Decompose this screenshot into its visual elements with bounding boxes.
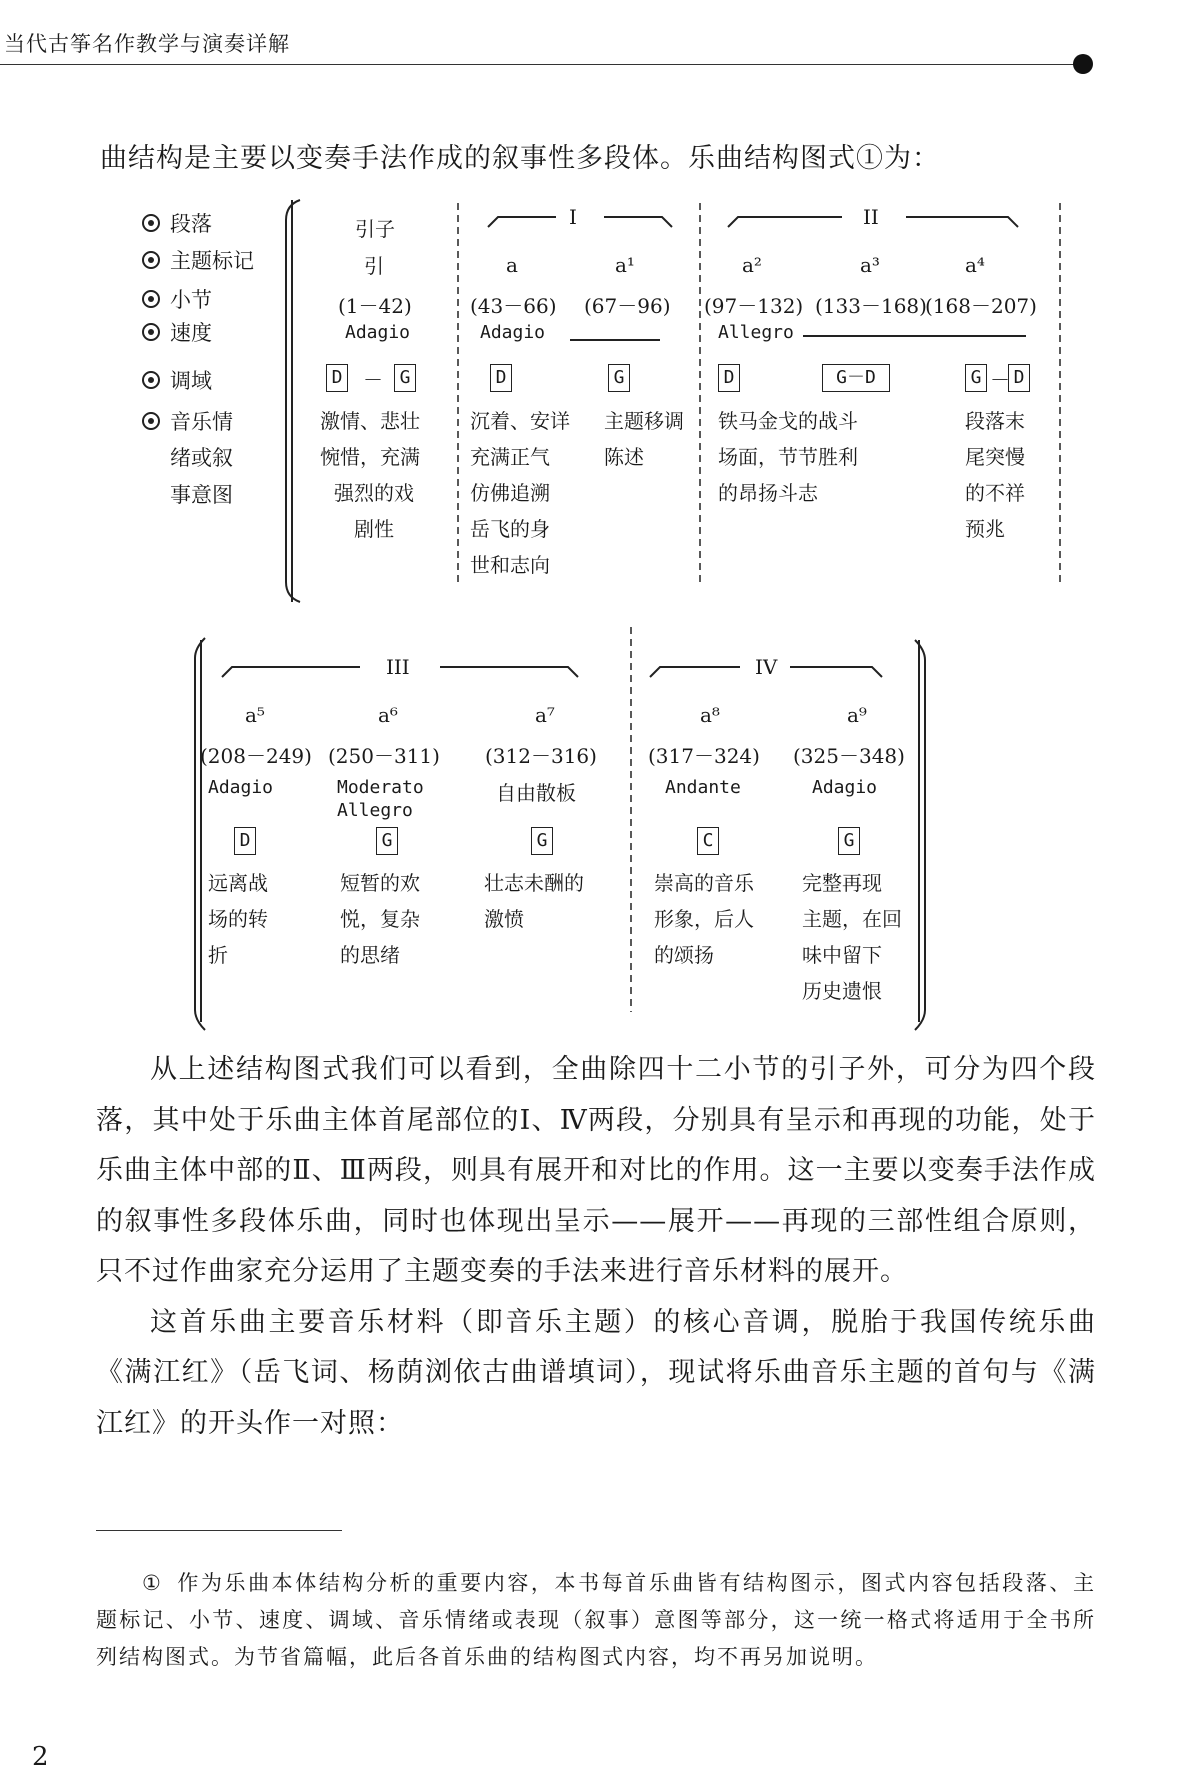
mood-line: 壮志未酬的 bbox=[484, 871, 584, 895]
theme-a2-bars: (97－132) bbox=[704, 294, 804, 318]
arch-I-left bbox=[488, 217, 556, 227]
theme-a4-key-from: G bbox=[965, 364, 987, 392]
theme-a-tempo: Adagio bbox=[480, 322, 546, 343]
label-text: 音乐情 bbox=[170, 410, 233, 434]
theme-a4-mood bbox=[965, 403, 1025, 547]
bullet-icon bbox=[142, 251, 160, 269]
theme-a2-mood bbox=[718, 403, 858, 511]
theme-a5-mood bbox=[208, 865, 268, 973]
mood-line: 完整再现 bbox=[802, 871, 882, 895]
footnote-text: 作为乐曲本体结构分析的重要内容，本书每首乐曲皆有结构图示，图式内容包括段落、主题标记、小节、速度、调域、音乐情绪或表现（叙事）意图等部分，这一统一格式将适用于全书所列结构图式。为节省篇幅，此后各首乐曲的结构图式内容，均不再另加说明。 bbox=[96, 1571, 1097, 1669]
mood-line: 惋惜，充满 bbox=[320, 445, 420, 469]
label-mood bbox=[170, 410, 233, 435]
theme-a6-tempo-2: Allegro bbox=[337, 800, 413, 821]
mood-line: 远离战 bbox=[208, 871, 268, 895]
mood-line: 铁马金戈的战斗 bbox=[718, 409, 858, 433]
arch-II-left bbox=[728, 217, 842, 227]
intro-line: 曲结构是主要以变奏手法作成的叙事性多段体。乐曲结构图式①为： bbox=[100, 143, 940, 174]
theme-a9-mark: a⁹ bbox=[847, 703, 867, 727]
label-mood-3: 事意图 bbox=[170, 483, 233, 507]
bullet-icon bbox=[142, 323, 160, 341]
mood-line: 世和志向 bbox=[470, 553, 550, 577]
intro-bars: (1－42) bbox=[338, 294, 412, 318]
theme-a3-key: G－D bbox=[822, 364, 890, 392]
label-section bbox=[170, 212, 212, 237]
theme-a1-bars: (67－96) bbox=[584, 294, 671, 318]
theme-a6-mark: a⁶ bbox=[378, 703, 398, 727]
theme-a7-tempo: 自由散板 bbox=[496, 781, 576, 805]
mood-line: 悦，复杂 bbox=[340, 907, 420, 931]
mood-line: 的昂扬斗志 bbox=[718, 481, 818, 505]
theme-a7-mood bbox=[484, 865, 584, 937]
section-II-label: II bbox=[863, 205, 879, 229]
theme-a-bars: (43－66) bbox=[470, 294, 557, 318]
theme-a9-key: G bbox=[838, 827, 860, 855]
mood-line: 折 bbox=[208, 943, 228, 967]
arch-I-right bbox=[604, 217, 672, 227]
footnote-rule bbox=[96, 1530, 342, 1531]
mood-line: 味中留下 bbox=[802, 943, 882, 967]
mood-line: 仿佛追溯 bbox=[470, 481, 550, 505]
intro-theme-mark: 引 bbox=[364, 254, 384, 278]
mood-line: 预兆 bbox=[965, 517, 1005, 541]
mood-line: 段落末 bbox=[965, 409, 1025, 433]
theme-a8-mood bbox=[654, 865, 754, 973]
theme-a7-bars: (312－316) bbox=[485, 744, 597, 768]
theme-a-mood bbox=[470, 403, 570, 583]
mood-line: 的不祥 bbox=[965, 481, 1025, 505]
mood-line: 激愤 bbox=[484, 907, 524, 931]
theme-a8-bars: (317－324) bbox=[648, 744, 760, 768]
bullet-icon bbox=[142, 290, 160, 308]
theme-a6-bars: (250－311) bbox=[328, 744, 440, 768]
arch-III-right bbox=[440, 667, 578, 677]
theme-a5-mark: a⁵ bbox=[245, 703, 265, 727]
theme-a4-key-sep: － bbox=[990, 368, 1010, 392]
label-tempo bbox=[170, 321, 212, 346]
label-bars bbox=[170, 288, 212, 313]
label-text: 主题标记 bbox=[170, 249, 254, 273]
mood-line: 尾突慢 bbox=[965, 445, 1025, 469]
arch-IV-right bbox=[790, 667, 882, 677]
paragraph: 从上述结构图式我们可以看到，全曲除四十二小节的引子外，可分为四个段落，其中处于乐曲主体首尾部位的Ⅰ、Ⅳ两段，分别具有呈示和再现的功能，处于乐曲主体中部的Ⅱ、Ⅲ两段，则具有展开和对比的作用。这一主要以变奏手法作成的叙事性多段体乐曲，同时也体现出呈示——展开——再现的三部性组合原则，只不过作曲家充分运用了主题变奏的手法来进行音乐材料的展开。 bbox=[96, 1054, 1096, 1287]
mood-line: 短暂的欢 bbox=[340, 871, 420, 895]
intro-section-name: 引子 bbox=[355, 217, 395, 241]
label-text: 调域 bbox=[170, 369, 212, 393]
theme-a7-mark: a⁷ bbox=[535, 703, 555, 727]
mood-line: 主题，在回 bbox=[802, 907, 902, 931]
paragraph: 这首乐曲主要音乐材料（即音乐主题）的核心音调，脱胎于我国传统乐曲《满江红》（岳飞词、杨荫浏依古曲谱填词），现试将乐曲音乐主题的首句与《满江红》的开头作一对照： bbox=[96, 1306, 1096, 1439]
body-text bbox=[96, 1045, 1096, 1449]
theme-a-key: D bbox=[490, 364, 512, 392]
theme-a6-mood bbox=[340, 865, 420, 973]
section-I-label: I bbox=[569, 205, 577, 229]
arch-IV-left bbox=[650, 667, 740, 677]
intro-mood bbox=[320, 403, 420, 547]
section-III-label: III bbox=[386, 655, 410, 679]
theme-a9-tempo: Adagio bbox=[812, 777, 878, 798]
mood-line: 主题移调 bbox=[604, 409, 684, 433]
label-text: 段落 bbox=[170, 212, 212, 236]
mood-line: 的思绪 bbox=[340, 943, 400, 967]
theme-a5-bars: (208－249) bbox=[200, 744, 312, 768]
label-mood-2: 绪或叙 bbox=[170, 446, 233, 470]
bullet-icon bbox=[142, 214, 160, 232]
theme-a3-mark: a³ bbox=[860, 253, 880, 277]
theme-a4-mark: a⁴ bbox=[965, 253, 985, 277]
theme-a2-mark: a² bbox=[742, 253, 762, 277]
label-text: 小节 bbox=[170, 288, 212, 312]
mood-line: 场面，节节胜利 bbox=[718, 445, 858, 469]
mood-line: 充满正气 bbox=[470, 445, 550, 469]
theme-a3-bars: (133－168) bbox=[815, 294, 927, 318]
footnote-marker: ① bbox=[142, 1571, 164, 1595]
arch-III-left bbox=[222, 667, 360, 677]
mood-line: 陈述 bbox=[604, 445, 644, 469]
theme-a2-tempo: Allegro bbox=[718, 322, 794, 343]
mood-line: 激情、悲壮 bbox=[320, 409, 420, 433]
footnote bbox=[96, 1565, 1096, 1676]
intro-tempo: Adagio bbox=[345, 322, 411, 343]
label-theme bbox=[170, 249, 254, 274]
theme-a7-key: G bbox=[531, 827, 553, 855]
theme-a5-tempo: Adagio bbox=[208, 777, 274, 798]
theme-a4-bars: (168－207) bbox=[925, 294, 1037, 318]
theme-a6-tempo: Moderato bbox=[337, 777, 424, 798]
theme-a9-bars: (325－348) bbox=[793, 744, 905, 768]
page-number: 2 bbox=[32, 1742, 49, 1772]
label-text: 速度 bbox=[170, 321, 212, 345]
mood-line: 崇高的音乐 bbox=[654, 871, 754, 895]
mood-line: 形象，后人 bbox=[654, 907, 754, 931]
theme-a1-key: G bbox=[608, 364, 630, 392]
theme-a-mark: a bbox=[506, 253, 518, 277]
bullet-icon bbox=[142, 412, 160, 430]
theme-a6-key: G bbox=[376, 827, 398, 855]
theme-a1-mark: a¹ bbox=[615, 253, 635, 277]
bullet-icon bbox=[142, 371, 160, 389]
theme-a9-mood bbox=[802, 865, 902, 1009]
theme-a8-tempo: Andante bbox=[665, 777, 741, 798]
mood-line: 岳飞的身 bbox=[470, 517, 550, 541]
intro-key-to: G bbox=[394, 364, 416, 392]
running-head-title: 当代古筝名作教学与演奏详解 bbox=[4, 32, 290, 56]
section-IV-label: IV bbox=[755, 655, 778, 679]
mood-line: 场的转 bbox=[208, 907, 268, 931]
theme-a8-mark: a⁸ bbox=[700, 703, 720, 727]
mood-line: 剧性 bbox=[354, 517, 394, 541]
theme-a1-mood bbox=[604, 403, 684, 475]
intro-key-from: D bbox=[326, 364, 348, 392]
mood-line: 强烈的戏 bbox=[334, 481, 414, 505]
theme-a5-key: D bbox=[234, 827, 256, 855]
intro-key-sep: － bbox=[363, 368, 383, 392]
label-key bbox=[170, 369, 212, 394]
mood-line: 的颂扬 bbox=[654, 943, 714, 967]
arch-II-right bbox=[906, 217, 1018, 227]
theme-a8-key: C bbox=[697, 827, 719, 855]
mood-line: 历史遗恨 bbox=[802, 979, 882, 1003]
mood-line: 沉着、安详 bbox=[470, 409, 570, 433]
theme-a4-key-to: D bbox=[1008, 364, 1030, 392]
theme-a2-key: D bbox=[718, 364, 740, 392]
